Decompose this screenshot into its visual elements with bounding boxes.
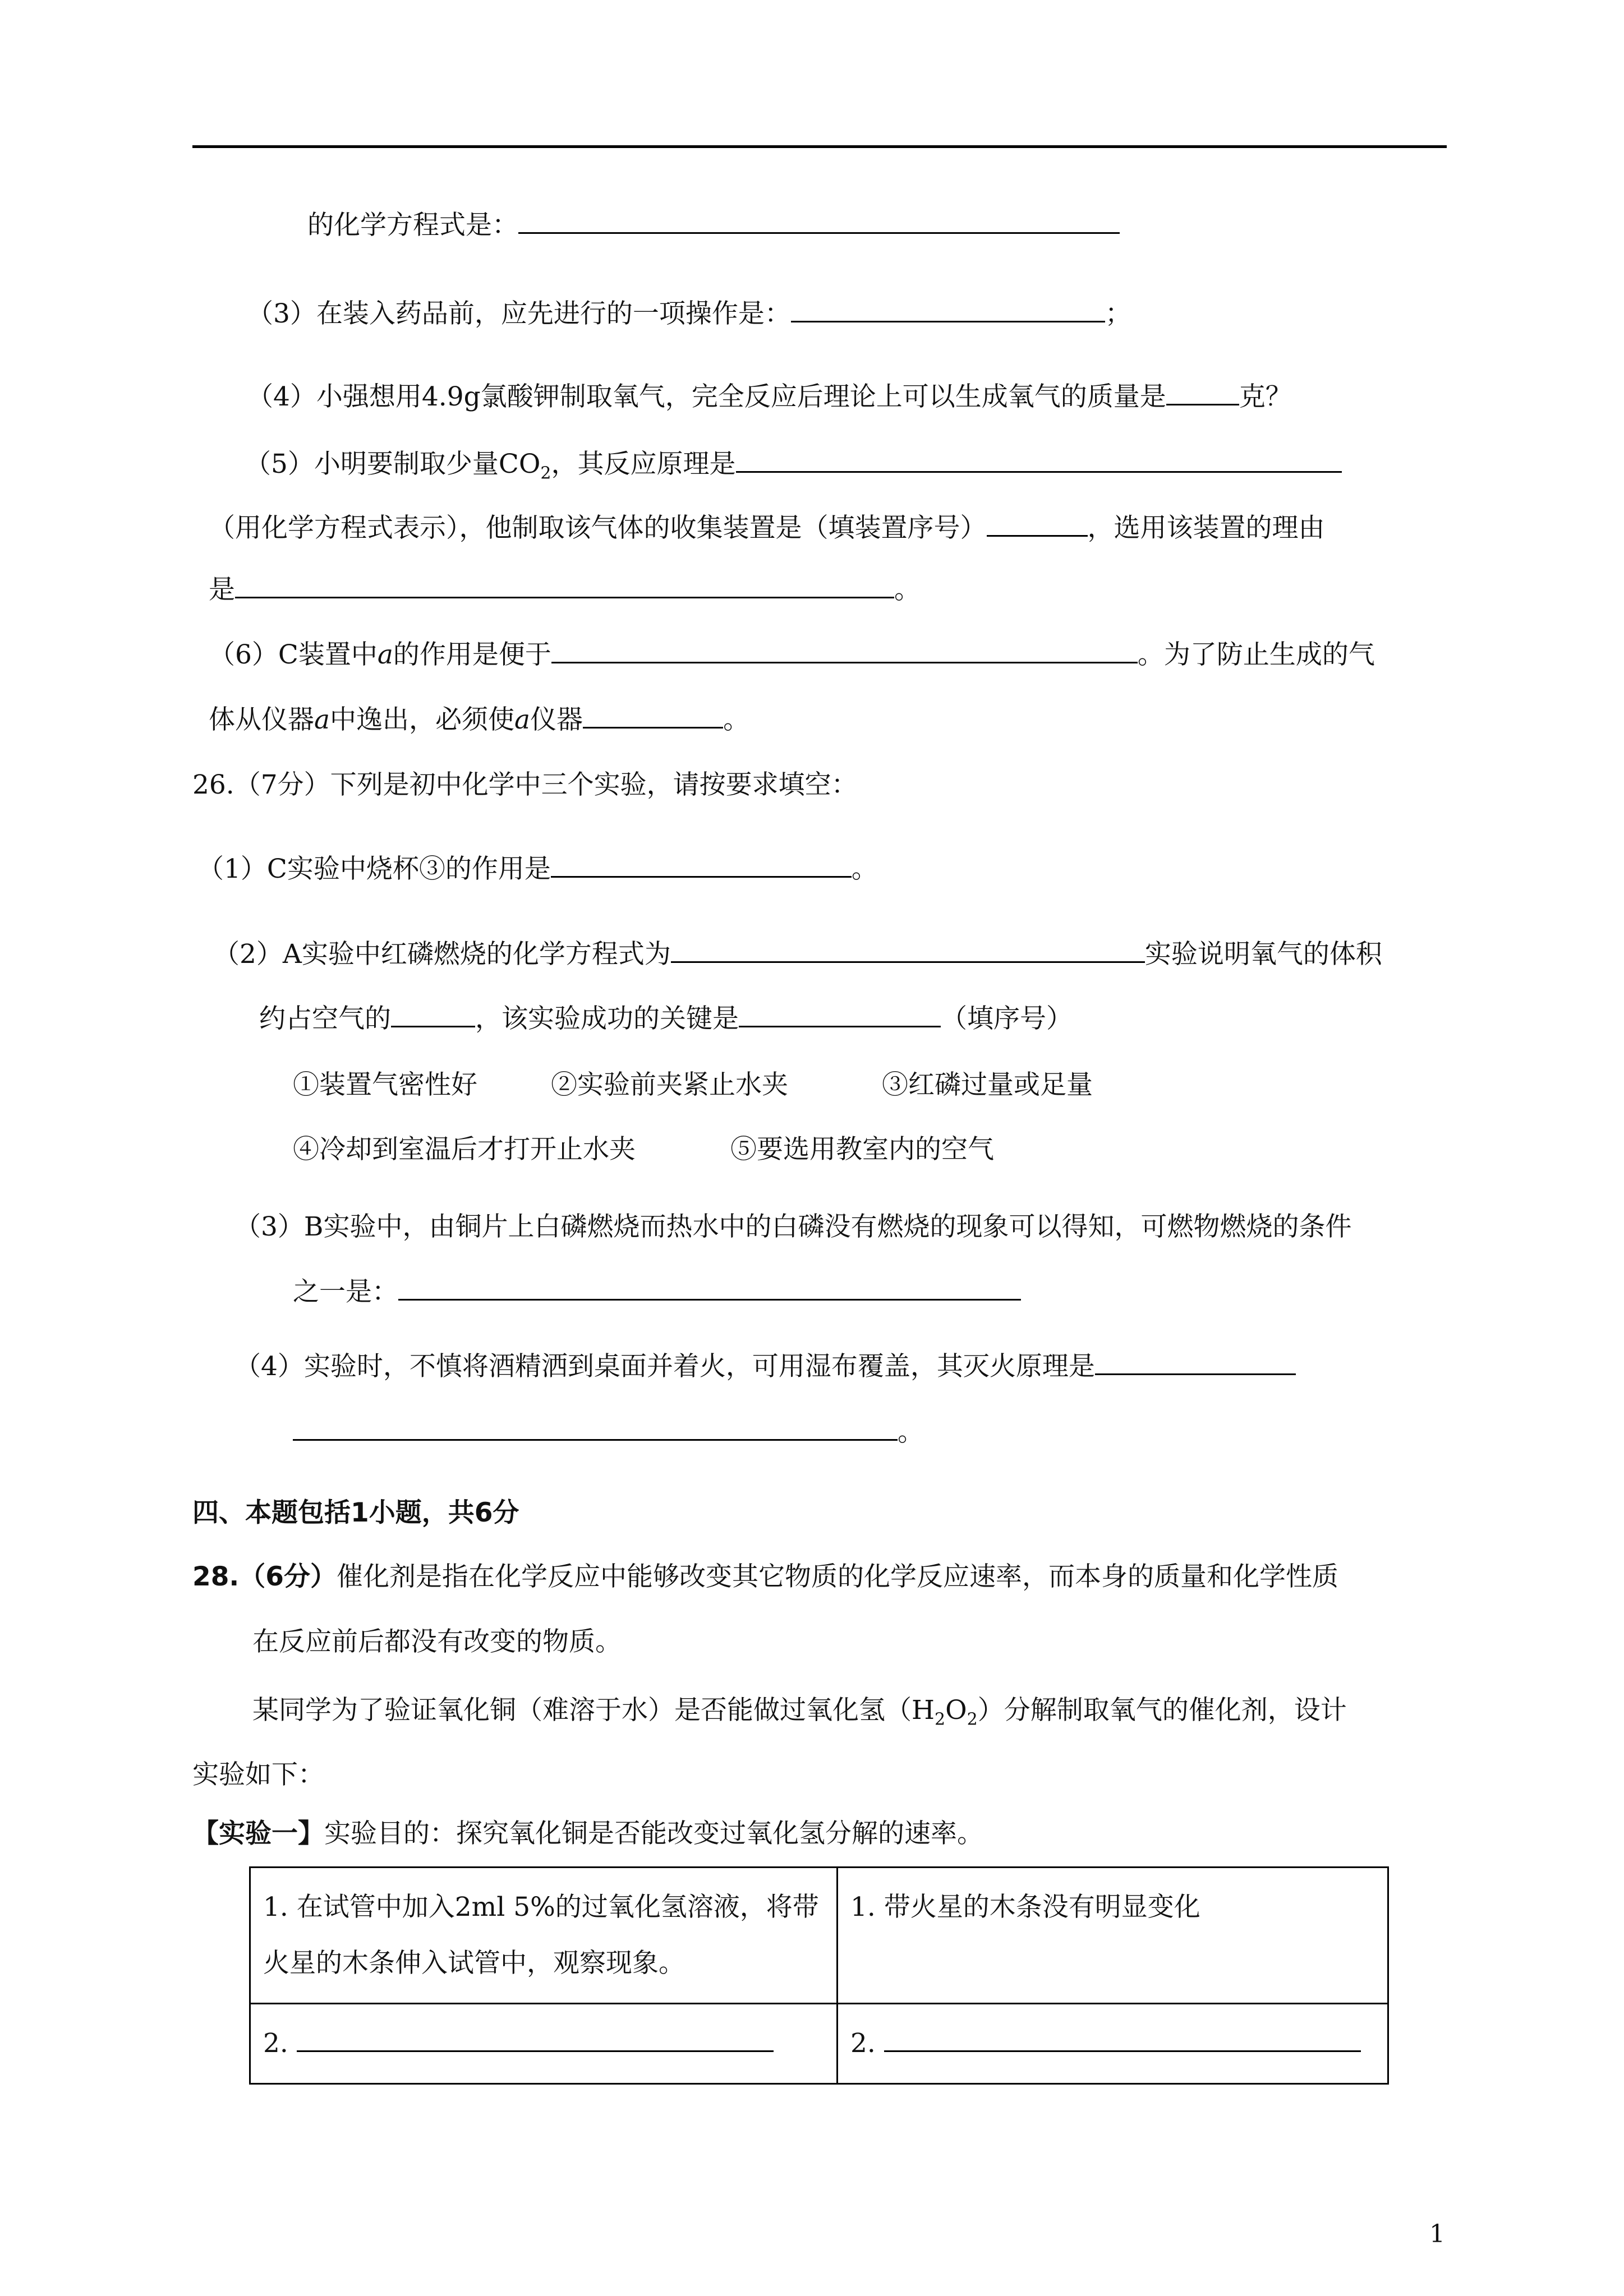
q26-part4-blank-b[interactable] bbox=[293, 1414, 898, 1441]
q25-part3-text: （3）在装入药品前，应先进行的一项操作是： bbox=[247, 298, 791, 329]
q25-part4-blank[interactable] bbox=[1166, 379, 1239, 405]
q25-part5-blank-equation[interactable] bbox=[736, 446, 1342, 473]
q25-part6-line2: 体从仪器a中逸出，必须使a仪器 。 bbox=[209, 702, 749, 737]
q28-number: 28.（6分） bbox=[192, 1561, 337, 1592]
q25-equation-blank[interactable] bbox=[518, 208, 1120, 234]
table-cell-observation-2: 2. bbox=[838, 2004, 1388, 2084]
header-rule bbox=[192, 145, 1447, 148]
q26-part3-line2: 之一是： bbox=[293, 1274, 1021, 1309]
q26-option-1: ①装置气密性好 bbox=[293, 1069, 477, 1100]
q25-part6-blank-purpose[interactable] bbox=[551, 637, 1138, 663]
q26-option-3: ③红磷过量或足量 bbox=[882, 1069, 1093, 1100]
q26-title: 26.（7分）下列是初中化学中三个实验，请按要求填空： bbox=[192, 769, 858, 800]
q28-paragraph: 某同学为了验证氧化铜（难溶于水）是否能做过氧化氢$(H_2O_2)$分解制取氧气的催化剂，设计 bbox=[252, 1695, 1347, 1730]
q26-part3-blank[interactable] bbox=[398, 1274, 1021, 1301]
q26-option-2: ②实验前夹紧止水夹 bbox=[551, 1069, 788, 1100]
q25-part3-blank[interactable] bbox=[791, 296, 1105, 322]
q25-part5-blank-reason[interactable] bbox=[235, 572, 894, 598]
table-cell-step-2: 2. bbox=[250, 2004, 838, 2084]
table-row bbox=[250, 2004, 1388, 2084]
q26-part2-line2: 约占空气的 ，该实验成功的关键是 （填序号） bbox=[259, 1001, 1073, 1036]
q28-paragraph-line2: 实验如下： bbox=[192, 1759, 324, 1790]
q25-equation-text: 的化学方程式是： bbox=[307, 210, 518, 241]
experiment1-line: 【实验一】实验目的：探究氧化铜是否能改变过氧化氢分解的速率。 bbox=[192, 1818, 983, 1849]
q26-part2: （2）A实验中红磷燃烧的化学方程式为 实验说明氧气的体积 bbox=[213, 937, 1382, 971]
experiment1-table bbox=[249, 1866, 1389, 2085]
q25-part6: （6）C装置中a的作用是便于 。为了防止生成的气 bbox=[209, 637, 1375, 672]
q28-line2: 在反应前后都没有改变的物质。 bbox=[252, 1626, 622, 1657]
q26-part2-blank-fraction[interactable] bbox=[391, 1001, 475, 1027]
q25-part6-blank-instrument[interactable] bbox=[583, 702, 723, 729]
q25-part4: （4）小强想用4.9g氯酸钾制取氧气，完全反应后理论上可以生成氧气的质量是 克？ bbox=[247, 379, 1292, 414]
q28-line1: 28.（6分）催化剂是指在化学反应中能够改变其它物质的化学反应速率，而本身的质量和化学性质 bbox=[192, 1561, 1338, 1592]
q25-part5-line3: 是 。 bbox=[209, 572, 921, 607]
q26-part4-blank-a[interactable] bbox=[1095, 1349, 1296, 1375]
q26-part2-blank-keys[interactable] bbox=[739, 1001, 941, 1027]
section4-heading: 四、本题包括1小题，共6分 bbox=[192, 1497, 519, 1528]
q25-part5: （5）小明要制取少量$CO_2$，其反应原理是 bbox=[245, 446, 1342, 481]
table-cell-step: 1. 在试管中加入2ml 5%的过氧化氢溶液，将带火星的木条伸入试管中，观察现象。 bbox=[250, 1868, 838, 2004]
q25-part4-text: （4）小强想用4.9g氯酸钾制取氧气，完全反应后理论上可以生成氧气的质量是 bbox=[247, 381, 1166, 412]
q26-part3: （3）B实验中，由铜片上白磷燃烧而热水中的白磷没有燃烧的现象可以得知，可燃物燃烧的条件 bbox=[234, 1211, 1352, 1242]
q26-part4-line2: 。 bbox=[293, 1414, 924, 1449]
table-observation2-blank[interactable] bbox=[884, 2021, 1361, 2052]
table-row bbox=[250, 1868, 1388, 2004]
table-step2-blank[interactable] bbox=[297, 2021, 774, 2052]
q26-option-5: ⑤要选用教室内的空气 bbox=[730, 1134, 994, 1165]
q26-part2-blank-equation[interactable] bbox=[671, 937, 1145, 963]
table-cell-observation: 1. 带火星的木条没有明显变化 bbox=[838, 1868, 1388, 2004]
q25-equation-line bbox=[307, 208, 1120, 242]
q25-part5-line2: （用化学方程式表示），他制取该气体的收集装置是（填装置序号） ，选用该装置的理由 bbox=[209, 510, 1325, 545]
q25-part5-blank-device[interactable] bbox=[987, 510, 1088, 537]
page-number: 1 bbox=[1429, 2220, 1445, 2248]
q26-part1-blank[interactable] bbox=[551, 851, 852, 878]
q26-option-4: ④冷却到室温后才打开止水夹 bbox=[293, 1134, 636, 1165]
q25-part3: （3）在装入药品前，应先进行的一项操作是： ； bbox=[247, 296, 1131, 331]
experiment1-label: 【实验一】 bbox=[192, 1818, 324, 1849]
q26-part4: （4）实验时，不慎将酒精洒到桌面并着火，可用湿布覆盖，其灭火原理是 bbox=[234, 1349, 1296, 1384]
q26-part1: （1）C实验中烧杯③的作用是 。 bbox=[197, 851, 878, 886]
